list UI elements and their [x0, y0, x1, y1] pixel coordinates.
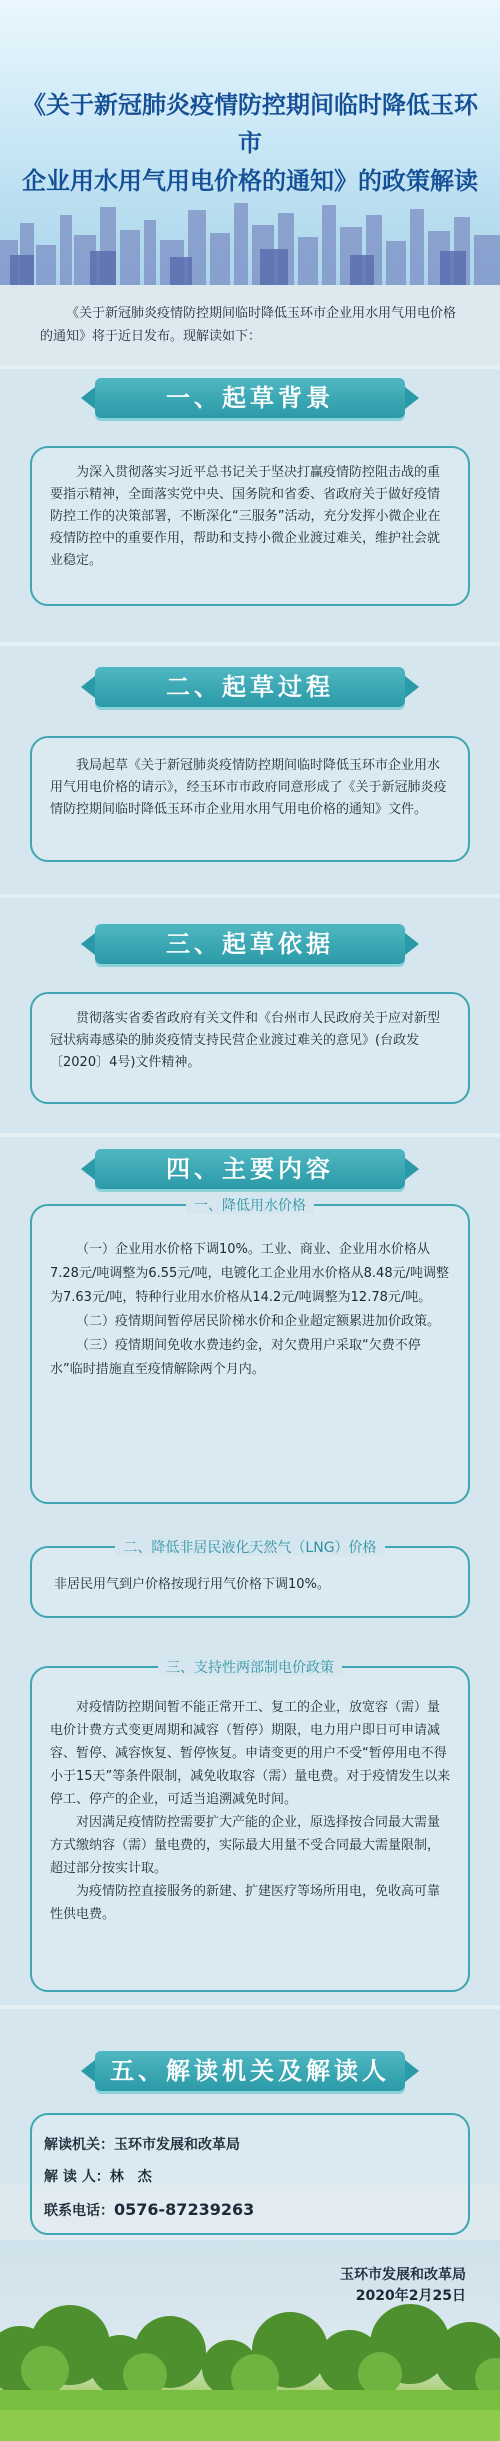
title-line-1: 《关于新冠肺炎疫情防控期间临时降低玉环市: [22, 91, 478, 157]
electricity-paragraph-3: 为疫情防控直接服务的新建、扩建医疗等场所用电，免收高可靠性供电费。: [50, 1884, 441, 1922]
signature-date: 2020年2月25日: [355, 2288, 466, 2304]
contact-person-value: 林 杰: [109, 2169, 152, 2185]
intro-text: 《关于新冠肺炎疫情防控期间临时降低玉环市企业用水用气用电价格的通知》将于近日发布。现解读如下：: [40, 306, 457, 344]
electricity-paragraph-1: 对疫情防控期间暂不能正常开工、复工的企业，放宽容（需）量电价计费方式变更周期和减容（暂停）期限，电力用户即日可申请减容、暂停、减容恢复、暂停恢复。申请变更的用户不受“暂停用电不得小于15天”等条件限制，减免收取容（需）量电费。对于疫情发生以来停工、停产的企业，可适当追溯减免时间。: [50, 1700, 451, 1807]
electricity-paragraph-2: 对因满足疫情防控需要扩大产能的企业，原选择按合同最大需量方式缴纳容（需）量电费的，实际最大用量不受合同最大需量限制，超过部分按实计取。: [50, 1815, 441, 1876]
contact-phone: [44, 2200, 254, 2220]
section-heading-process: 二、起草过程: [95, 667, 405, 707]
electricity-price-label: 三、支持性两部制电价政策: [158, 1660, 342, 1676]
title-line-2: 企业用水用气用电价格的通知》的政策解读: [22, 167, 478, 195]
section-heading-interpreter: 五、解读机关及解读人: [95, 2051, 405, 2091]
gas-price-box: [30, 1540, 470, 1618]
city-skyline-illustration: [0, 185, 500, 285]
contact-agency-label: 解读机关：: [44, 2137, 114, 2153]
contact-agency-value: 玉环市发展和改革局: [114, 2137, 240, 2153]
page-title: [18, 86, 482, 200]
process-paragraph: 我局起草《关于新冠肺炎疫情防控期间临时降低玉环市企业用水用气用电价格的请示》，经玉环市市政府同意形成了《关于新冠肺炎疫情防控期间临时降低玉环市企业用水用气用电价格的通知》文件。: [50, 758, 447, 817]
water-price-label: 一、降低用水价格: [186, 1198, 314, 1214]
contact-phone-label: 联系电话：: [44, 2203, 114, 2219]
basis-paragraph: 贯彻落实省委省政府有关文件和《台州市人民政府关于应对新型冠状病毒感染的肺炎疫情支持民营企业渡过难关的意见》(台政发〔2020〕4号)文件精神。: [50, 1011, 441, 1070]
section-heading-background: 一、起草背景: [95, 378, 405, 418]
contact-phone-value: 0576-87239263: [114, 2200, 255, 2219]
electricity-price-box: [30, 1660, 470, 1992]
contact-person-label: 解 读 人：: [44, 2169, 110, 2185]
contact-person: [44, 2166, 152, 2186]
basis-content-box: [30, 992, 470, 1104]
header-banner: [0, 0, 500, 285]
section-heading-basis: 三、起草依据: [95, 924, 405, 964]
water-price-box: [30, 1198, 470, 1504]
background-paragraph: 为深入贯彻落实习近平总书记关于坚决打赢疫情防控阻击战的重要指示精神，全面落实党中央、国务院和省委、省政府关于做好疫情防控工作的决策部署，不断深化“三服务”活动，充分发挥小微企业在疫情防控中的重要作用，帮助和支持小微企业渡过难关，维护社会就业稳定。: [50, 465, 441, 568]
water-price-paragraph-2: （二）疫情期间暂停居民阶梯水价和企业超定额累进加价政策。: [76, 1314, 441, 1329]
water-price-paragraph-1: （一）企业用水价格下调10%。工业、商业、企业用水价格从7.28元/吨调整为6.55元/吨，电镀化工企业用水价格从8.48元/吨调整为7.63元/吨，特种行业用水价格从14.2元/吨调整为12.78元/吨。: [50, 1242, 449, 1305]
gas-price-label: 二、降低非居民液化天然气（LNG）价格: [115, 1540, 384, 1556]
background-content-box: [30, 446, 470, 606]
section-heading-content: 四、主要内容: [95, 1149, 405, 1189]
process-content-box: [30, 736, 470, 862]
gas-price-paragraph: 非居民用气到户价格按现行用气价格下调10%。: [54, 1577, 330, 1592]
water-price-paragraph-3: （三）疫情期间免收水费违约金，对欠费用户采取“欠费不停水”临时措施直至疫情解除两个月内。: [50, 1338, 421, 1377]
signature-org: 玉环市发展和改革局: [340, 2267, 466, 2283]
contact-agency: [44, 2134, 240, 2154]
